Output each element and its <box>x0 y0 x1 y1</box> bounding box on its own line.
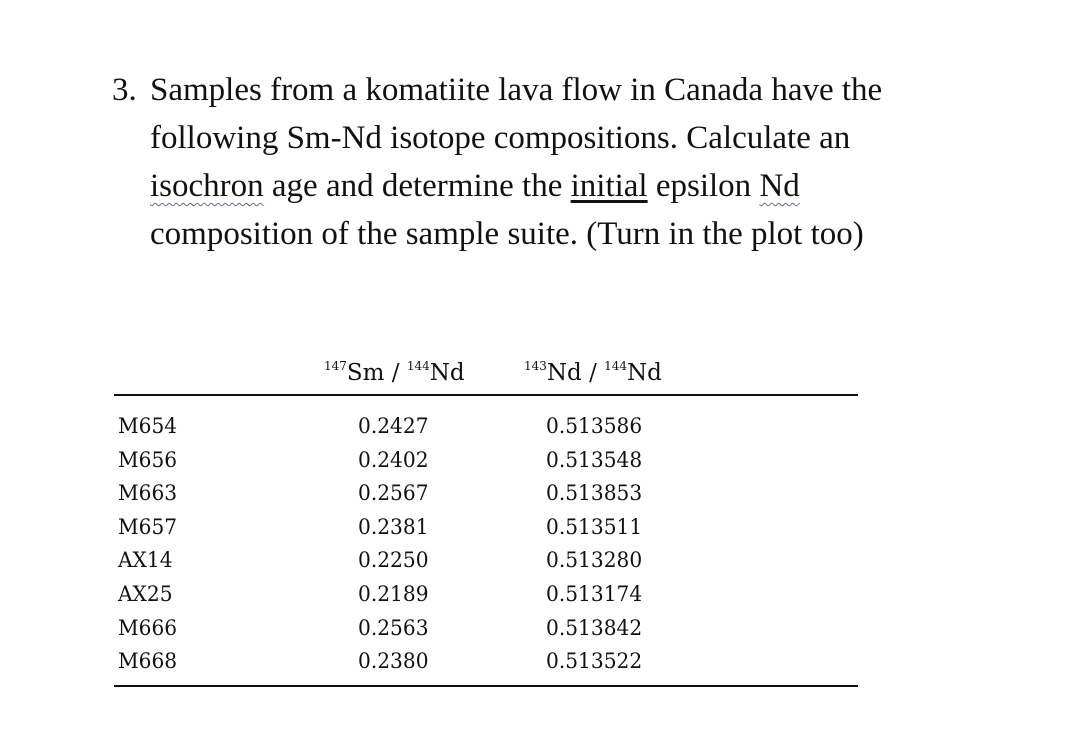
table-row <box>114 477 858 511</box>
sample-id: M654 <box>118 414 178 438</box>
table-row <box>114 578 858 612</box>
question-line-1 <box>112 66 992 114</box>
sm-nd-ratio: 0.2250 <box>358 548 429 573</box>
sample-id: M668 <box>118 649 178 674</box>
nd-nd-ratio: 0.513522 <box>546 649 643 674</box>
nd-nd-ratio: 0.513511 <box>546 514 643 539</box>
table-header <box>114 352 858 396</box>
sm-nd-ratio: 0.2380 <box>358 649 429 674</box>
table-row <box>114 410 858 444</box>
sm-nd-ratio: 0.2427 <box>358 414 429 438</box>
question-line-2: following Sm-Nd isotope compositions. Calculate an <box>150 120 851 156</box>
sm-nd-ratio: 0.2381 <box>358 514 429 539</box>
sample-id: M663 <box>118 481 178 506</box>
initial-word: initial <box>570 168 648 204</box>
table-row <box>114 444 858 478</box>
nd-nd-ratio: 0.513853 <box>546 481 643 506</box>
sm-nd-ratio: 0.2563 <box>358 615 429 640</box>
line-3-part-a: age and determine the <box>263 168 571 204</box>
header-sm-denominator-mass: 144 <box>406 359 430 373</box>
nd-nd-ratio: 0.513174 <box>546 581 643 606</box>
header-nd-denominator-mass: 144 <box>604 359 628 373</box>
header-nd-element: Nd <box>546 360 582 386</box>
table-row <box>114 645 858 679</box>
question-text <box>112 66 992 258</box>
nd-nd-ratio: 0.513586 <box>546 414 643 438</box>
question-line-3 <box>112 162 992 210</box>
nd-nd-ratio: 0.513842 <box>546 615 643 640</box>
header-nd-sep: / <box>581 360 605 386</box>
sm-nd-ratio: 0.2567 <box>358 481 429 506</box>
line-3-part-b: epsilon <box>647 168 760 204</box>
question-line-4: composition of the sample suite. (Turn in the plot too) <box>150 216 864 252</box>
question-number: 3. <box>112 72 137 108</box>
nd-word: Nd <box>759 168 800 204</box>
table-row <box>114 544 858 578</box>
question-line-1-text: Samples from a komatiite lava flow in Canada have the <box>150 72 883 108</box>
sample-id: AX25 <box>118 581 173 606</box>
sample-id: M656 <box>118 447 178 472</box>
header-sm-nd <box>324 360 465 386</box>
isochron-word: isochron <box>150 168 264 204</box>
header-sm-denominator-element: Nd <box>429 360 465 386</box>
header-sm-element: Sm <box>346 360 385 386</box>
header-nd-nd <box>524 360 662 386</box>
table-row <box>114 511 858 545</box>
header-sm-sep: / <box>384 360 407 386</box>
isotope-table <box>114 352 858 687</box>
table-row <box>114 612 858 646</box>
sample-id: M666 <box>118 615 178 640</box>
sample-id: M657 <box>118 514 178 539</box>
nd-nd-ratio: 0.513280 <box>546 548 643 573</box>
sm-nd-ratio: 0.2402 <box>358 447 429 472</box>
header-sm-mass: 147 <box>324 359 347 373</box>
nd-nd-ratio: 0.513548 <box>546 447 643 472</box>
header-nd-mass: 143 <box>524 359 547 373</box>
table-body <box>114 396 858 687</box>
sample-id: AX14 <box>118 548 173 573</box>
header-nd-denominator-element: Nd <box>627 360 662 386</box>
sm-nd-ratio: 0.2189 <box>358 581 429 606</box>
